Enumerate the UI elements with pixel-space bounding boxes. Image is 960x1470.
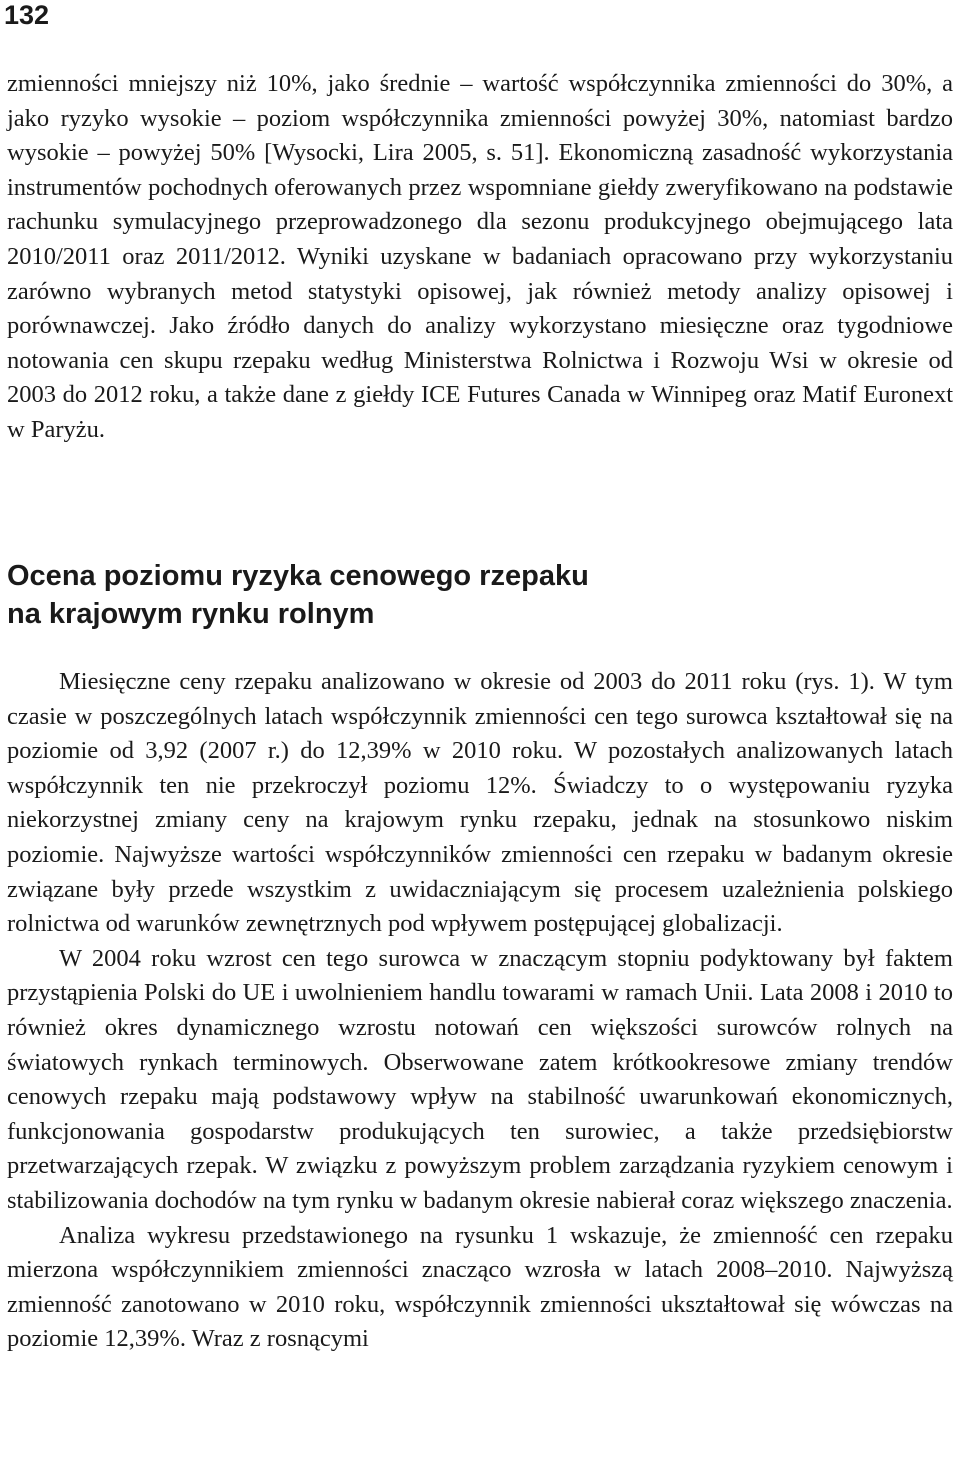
section-heading-line-1: Ocena poziomu ryzyka cenowego rzepaku	[7, 560, 589, 592]
page-number: 132	[4, 0, 50, 30]
section-text-block	[7, 665, 953, 1357]
section-heading	[7, 557, 953, 633]
intro-paragraph: zmienności mniejszy niż 10%, jako średnie – wartość współczynnika zmienności do 30%, a jako ryzyko wysokie – poziom współczynnika zmienności powyżej 30%, natomiast bardzo wysokie – powyżej 50% [Wysocki, Lira 2005, s. 51]. Ekonomiczną zasadność wykorzystania instrumentów pochodnych oferowanych przez wspomniane giełdy zweryfikowano na podstawie rachunku symulacyjnego przeprowadzonego dla sezonu produkcyjnego obejmującego lata 2010/2011 oraz 2011/2012. Wyniki uzyskane w badaniach opracowano przy wykorzystaniu zarówno wybranych metod statystyki opisowej, jak również metody analizy opisowej i porównawczej. Jako źródło danych do analizy wykorzystano miesięczne oraz tygodniowe notowania cen skupu rzepaku według Ministerstwa Rolnictwa i Rozwoju Wsi w okresie od 2003 do 2012 roku, a także dane z giełdy ICE Futures Canada w Winnipeg oraz Matif Euronext w Paryżu.	[7, 70, 953, 443]
section-heading-line-2: na krajowym rynku rolnym	[7, 598, 375, 630]
section-paragraph-3: Analiza wykresu przedstawionego na rysunku 1 wskazuje, że zmienność cen rzepaku mierzona współczynnikiem zmienności znacząco wzrosła w latach 2008–2010. Najwyższą zmienność zanotowano w 2010 roku, współczynnik zmienności ukształtował się wówczas na poziomie 12,39%. Wraz z rosnącymi	[7, 1221, 953, 1353]
section-paragraph-2: W 2004 roku wzrost cen tego surowca w znaczącym stopniu podyktowany był faktem przystąpienia Polski do UE i uwolnieniem handlu towarami w ramach Unii. Lata 2008 i 2010 to również okres dynamicznego wzrostu notowań cen większości surowców rolnych na światowych rynkach terminowych. Obserwowane zatem krótkookresowe zmiany trendów cenowych rzepaku mają podstawowy wpływ na stabilność uwarunkowań ekonomicznych, funkcjonowania gospodarstw produkujących ten surowiec, a także przedsiębiorstw przetwarzających rzepak. W związku z powyższym problem zarządzania ryzykiem cenowym i stabilizowania dochodów na tym rynku w badanym okresie nabierał coraz większego znaczenia.	[7, 944, 953, 1214]
intro-text-block	[7, 67, 953, 448]
section-paragraph-1: Miesięczne ceny rzepaku analizowano w okresie od 2003 do 2011 roku (rys. 1). W tym czasie w poszczególnych latach współczynnik zmienności cen tego surowca kształtował się na poziomie od 3,92 (2007 r.) do 12,39% w 2010 roku. W pozostałych analizowanych latach współczynnik ten nie przekroczył poziomu 12%. Świadczy to o występowaniu ryzyka niekorzystnej zmiany ceny na krajowym rynku rzepaku, jednak na stosunkowo niskim poziomie. Najwyższe wartości współczynników zmienności cen rzepaku w badanym okresie związane były przede wszystkim z uwidaczniającym się procesem uzależnienia polskiego rolnictwa od warunków zewnętrznych pod wpływem postępującej globalizacji.	[7, 668, 953, 938]
